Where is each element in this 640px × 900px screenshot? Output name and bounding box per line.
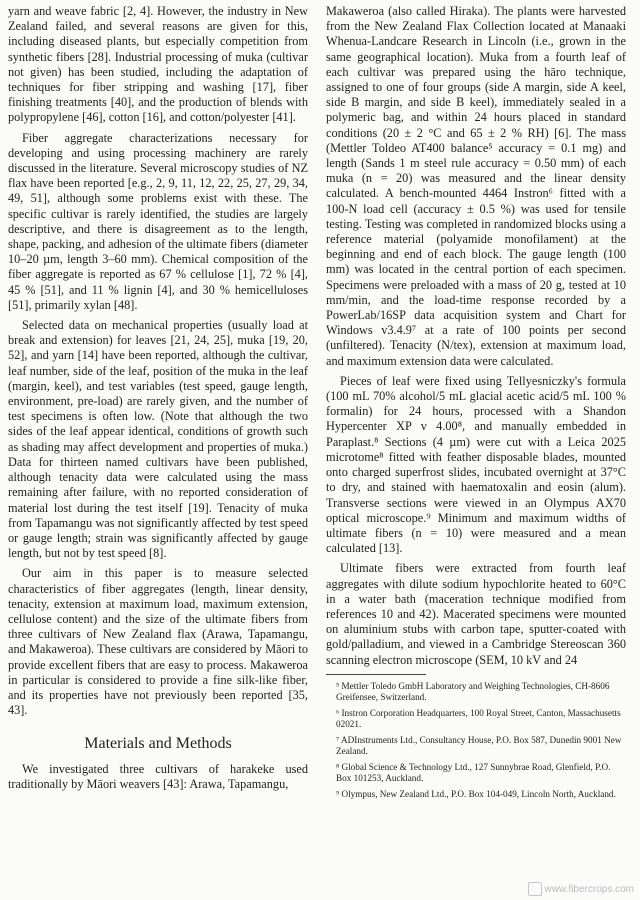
footnote-6: ⁶ Instron Corporation Headquarters, 100 Royal Street, Canton, Massachusetts 02021. xyxy=(336,707,621,729)
footnote-5: ⁵ Mettler Toledo GmbH Laboratory and Weighing Technologies, CH-8606 Greifensee, Switzerland. xyxy=(336,680,610,702)
footnote-divider xyxy=(326,674,426,675)
section-heading-materials-methods: Materials and Methods xyxy=(84,735,232,753)
footnote-7: ⁷ ADInstruments Ltd., Consultancy House, P.O. Box 587, Dunedin 9001 New Zealand. xyxy=(336,734,622,756)
left-paragraph-1: yarn and weave fabric [2, 4]. However, the industry in New Zealand failed, and several reasons are given for this, including diseased plants, but especially competition from synthetic fibers [28]. Industrial processing of muka (cultivar not given) has been studied, including the adaptation of techniques for fiber stripping and washing [17], fiber finishing treatments [40], and the production of blends with polypropylene [46], cotton [16], and cotton/polyester [41]. xyxy=(8,4,308,125)
left-paragraph-methods-start: We investigated three cultivars of harakeke used traditionally by Māori weavers [43]: Arawa, Tapamangu, xyxy=(8,761,308,791)
watermark xyxy=(528,882,634,896)
left-column xyxy=(8,4,308,797)
right-column xyxy=(326,4,626,805)
left-paragraph-2: Fiber aggregate characterizations necessary for developing and using processing machinery are rarely discussed in the literature. Several microscopy studies of NZ flax have been reported [e.g., 2, 9, 11, 12, 22, 25, 27, 29, 34, 49, 51], although some problems exist with these. The specific cultivar is rarely identified, the studies are largely descriptive, and there is disagreement as to the length, shape, packing, and adhesion of the ultimate fibers (diameter 10–20 µm, length 3–60 mm). Chemical composition of the fiber aggregate is reported as 67 % cellulose [1], 72 % [4], 45 % [51], and 11 % lignin [4], and 30 % hemicelluloses [51], primarily xylan [48]. xyxy=(8,130,308,312)
footnote-9: ⁹ Olympus, New Zealand Ltd., P.O. Box 104-049, Lincoln North, Auckland. xyxy=(336,788,616,799)
left-paragraph-3: Selected data on mechanical properties (usually load at break and extension) for leaves [21, 24, 25], muka [19, 20, 52], and yarn [14] have been reported, although the cultivar, leaf number, side of the leaf, position of the muka in the leaf (margin, keel), and test variables (test speed, gauge length, environment, pre-load) are rarely given, and the number of test specimens is often low. (Note that although the two sides of the leaf appear identical, conditions of growth such as shading may affect development and properties of muka.) Data for thirteen named cultivars have been published, although tenacity data were calculated using the mass remaining after failure, with no reported consideration of material lost during the test itself [19]. Tenacity of muka from Tapamangu was not significantly affected by test speed or gauge length; strain was significantly affected by gauge length, but not by test speed [8]. xyxy=(8,318,308,561)
watermark-logo-icon xyxy=(528,882,542,896)
watermark-text: www.fibercrops.com xyxy=(544,883,634,895)
footnotes xyxy=(326,681,626,800)
footnote-8: ⁸ Global Science & Technology Ltd., 127 Sunnybrae Road, Glenfield, P.O. Box 101253, Auckland. xyxy=(336,761,611,783)
right-paragraph-3: Ultimate fibers were extracted from fourth leaf aggregates with dilute sodium hypochlorite heated to 60°C in a water bath (maceration technique modified from references 10 and 42). Macerated specimens were mounted on aluminium stubs with carbon tape, sputter-coated with gold/palladium, and viewed in a Cambridge Stereoscan 360 scanning electron microscope (SEM, 10 kV and 24 xyxy=(326,561,626,667)
right-paragraph-1: Makaweroa (also called Hiraka). The plants were harvested from the New Zealand Flax Collection located at Manaaki Whenua-Landcare Research in Lincoln (i.e., grown in the same geographical location). Muka from a fourth leaf of each cultivar was prepared using the hāro technique, assigned to one of four groups (side A margin, side A keel, side B margin, and side B keel), immediately sealed in a polymeric bag, and within 24 hours placed in standard conditions (20 ± 2 °C and 65 ± 2 % RH) [6]. The mass (Mettler Toldeo AT400 balance⁵ accuracy = 0.1 mg) and length (Sands 1 m steel rule accuracy = 0.50 mm) of each muka (n = 20) was measured and the linear density calculated. A bench-mounted 4464 Instron⁶ fitted with a 100-N load cell (accuracy ± 0.5 %) was used for tensile testing. Testing was completed in randomized blocks using a reference material (polyamide monofilament) at the beginning and end of each block. The gauge length (100 mm) was located in the central portion of each specimen. Specimens were preloaded with a mass of 20 g, tested at 10 mm/min, and the load-time response recorded by a PowerLab/16SP data acquisition system and Chart for Windows v3.4.9⁷ at a rate of 100 points per second (unfiltered). Tenacity (N/tex), extension at maximum load, and maximum extension data were calculated. xyxy=(326,4,626,368)
right-paragraph-2: Pieces of leaf were fixed using Tellyesniczky's formula (100 mL 70% alcohol/5 mL glacial acetic acid/5 mL 100 % formalin) for 24 hours, processed with a Shandon Hypercenter XP v 4.00⁸, and manually embedded in Paraplast.⁸ Sections (4 µm) were cut with a Leica 2025 microtome⁸ fitted with feather disposable blades, mounted onto charged superfrost slides, incubated overnight at 37°C to dry, and stained with haematoxalin and eosin (alum). Transverse sections were viewed in an Olympus AX70 optical microscope.⁹ Minimum and maximum widths of ultimate fibers (n = 10) were measured and a mean calculated [13]. xyxy=(326,373,626,556)
left-paragraph-4: Our aim in this paper is to measure selected characteristics of fiber aggregates (length, linear density, tenacity, extension at maximum load, maximum extension, cellulose content) and the size of the ultimate fibers from three cultivars of New Zealand flax (Arawa, Tapamangu, and Makaweroa). These cultivars are considered by Māori to provide excellent fibers that are easy to process. Makaweroa in particular is considered to provide a fine silk-like fiber, and its properties have not previously been reported [35, 43]. xyxy=(8,566,308,718)
